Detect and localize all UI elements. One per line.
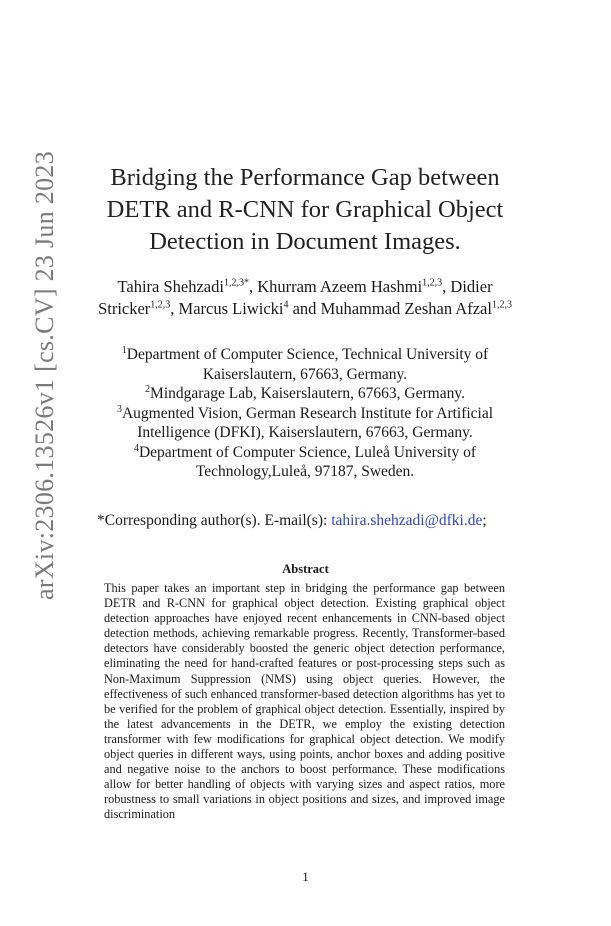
paper-title: Bridging the Performance Gap between DETR and R-CNN for Graphical Object Detection in Document Images.: [106, 164, 504, 255]
email-link[interactable]: tahira.shehzadi@dfki.de: [331, 512, 483, 529]
author: Muhammad Zeshan Afzal$^{1,2,3}$: [320, 299, 512, 318]
affiliation: $^2$Mindgarage Lab, Kaiserslautern, 67663, Germany.: [145, 383, 465, 402]
author: Tahira Shehzadi$^{1,2,3*}$: [117, 277, 249, 296]
author-list: Tahira Shehzadi$^{1,2,3*}$, Khurram Azeem Hashmi$^{1,2,3}$, Didier Stricker$^{1,2,3}$, Marcus Liwicki$^4$ and Muhammad Zeshan Afzal$^{1,2,3}$: [98, 277, 512, 318]
author: Marcus Liwicki$^4$: [178, 299, 289, 318]
affiliation: $^4$Department of Computer Science, Luleå University of Technology,Luleå, 97187, Sweden.: [133, 442, 477, 480]
corresponding-author: *Corresponding author(s). E-mail(s): tahira.shehzadi@dfki.de;: [97, 512, 487, 529]
abstract-heading: Abstract: [282, 562, 329, 576]
affiliation: $^1$Department of Computer Science, Technical University of Kaiserslautern, 67663, Germany.: [121, 344, 489, 383]
page-number: 1: [302, 869, 309, 884]
author: Didier Stricker$^{1,2,3}$: [98, 277, 493, 318]
abstract-text: This paper takes an important step in bridging the performance gap between DETR and R-CNN for graphical object detection. Existing graphical object detection approaches have enjoyed recent enhancements in CNN-based object detection methods, achieving remarkable progress. Recently, Transformer-based detectors have considerably boosted the generic object detection performance, eliminating the need for hand-crafted features or post-processing steps such as Non-Maximum Suppression (NMS) using object queries. However, the effectiveness of such enhanced transformer-based detection algorithms has yet to be verified for the problem of graphical object detection. Essentially, inspired by the latest advancements in the DETR, we employ the existing detection transformer with few modifications for graphical object detection. We modify object queries in different ways, using points, anchor boxes and adding positive and negative noise to the anchors to boost performance. These modifications allow for better handling of objects with varying sizes and aspect ratios, more robustness to small variations in object positions and sizes, and improved image discrimination: [104, 581, 505, 822]
affiliation: $^3$Augmented Vision, German Research Institute for Artificial Intelligence (DFKI), Kaiserslautern, 67663, Germany.: [116, 403, 494, 441]
arxiv-identifier: arXiv:2306.13526v1 [cs.CV] 23 Jun 2023: [30, 150, 59, 600]
affiliation-list: [85, 345, 525, 482]
author: Khurram Azeem Hashmi$^{1,2,3}$: [257, 277, 443, 296]
